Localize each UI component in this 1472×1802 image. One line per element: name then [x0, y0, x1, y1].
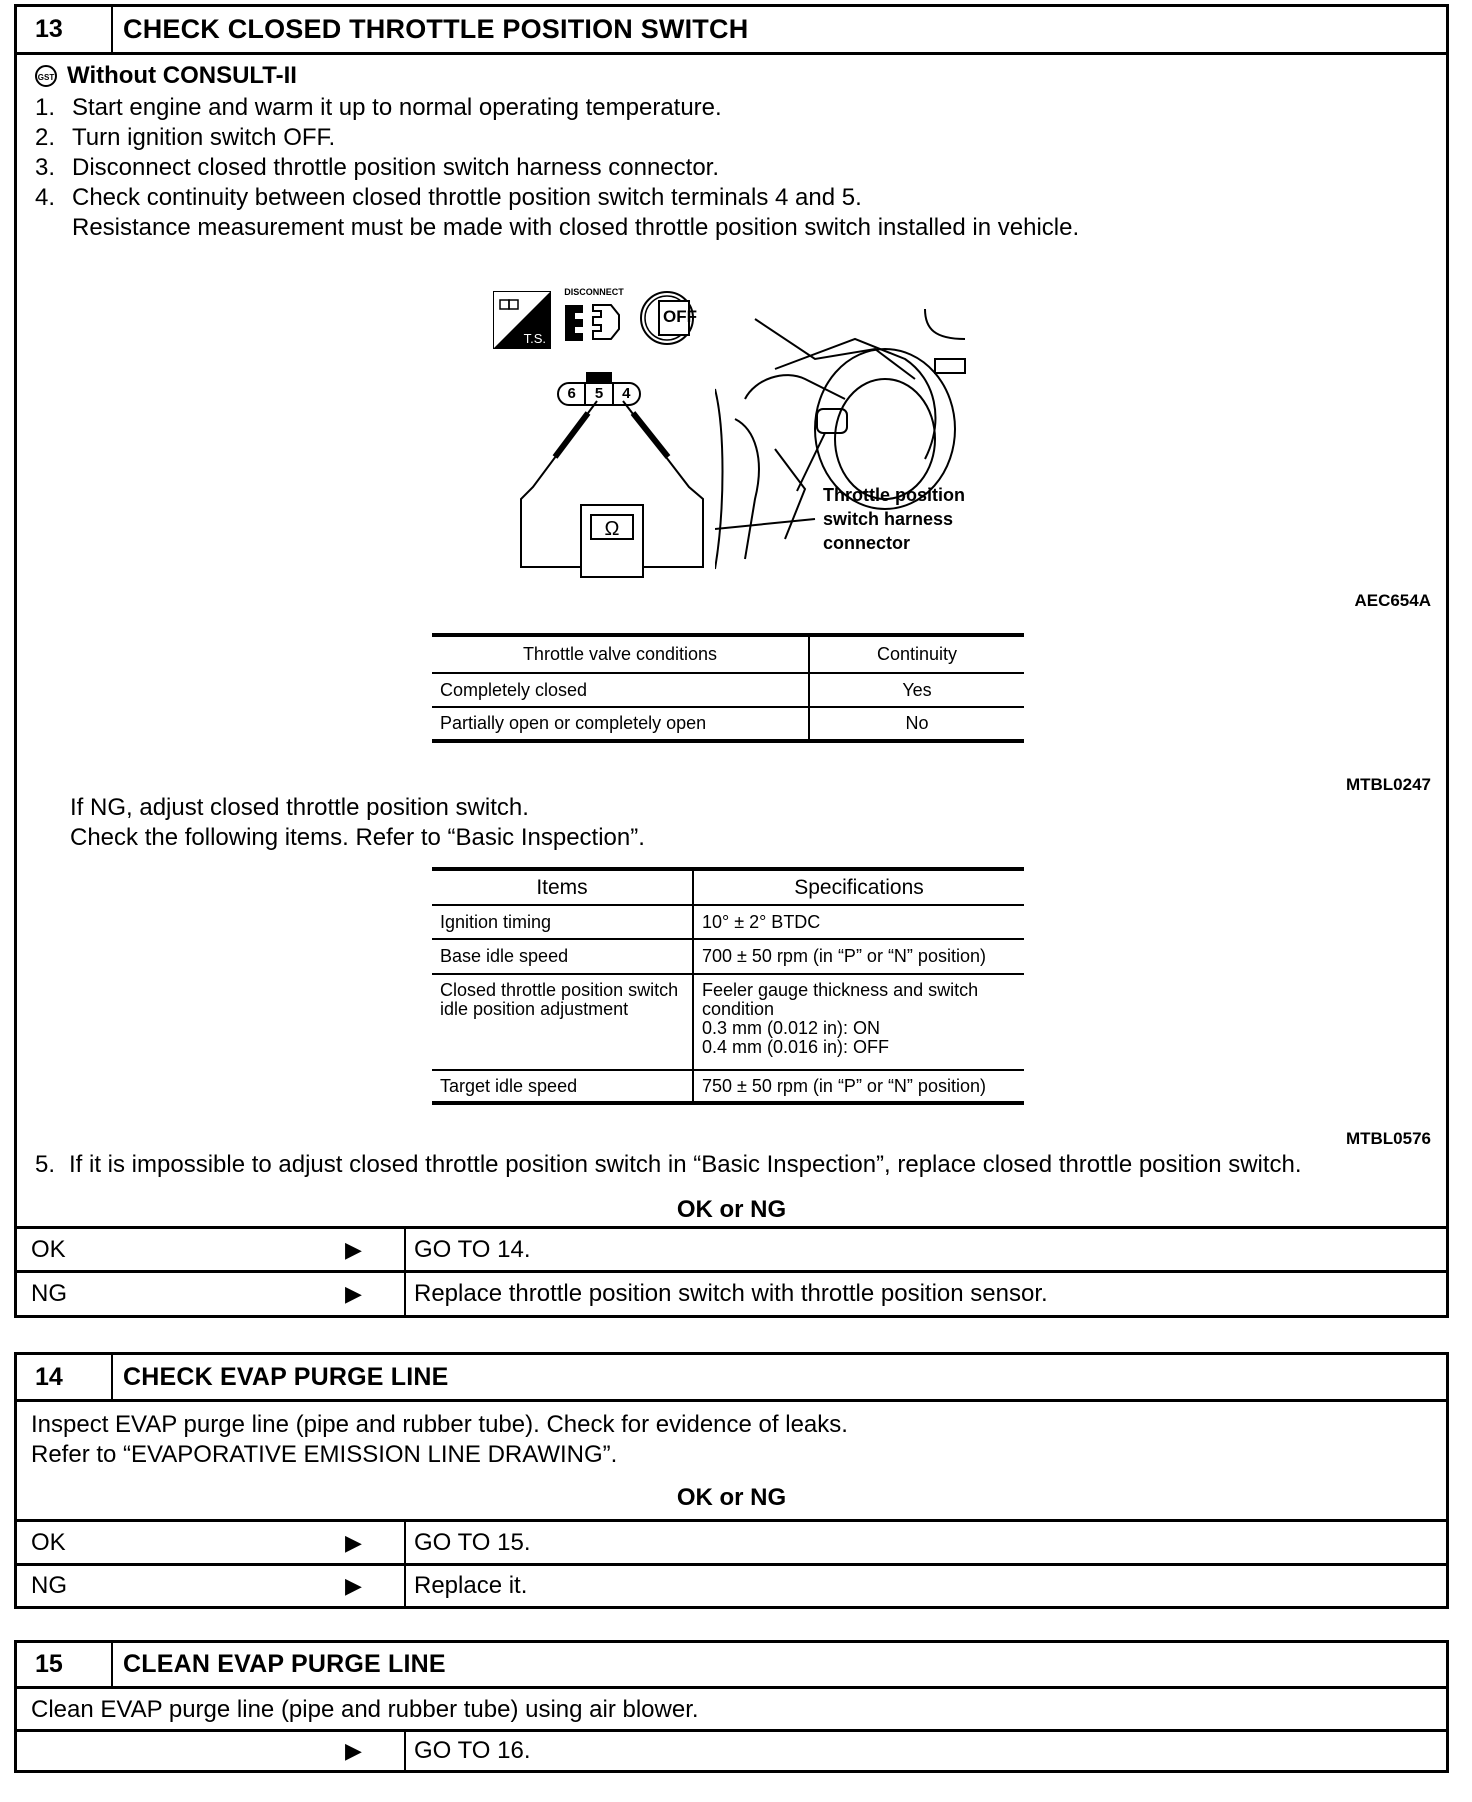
table2-row2-item: Base idle speed: [432, 939, 693, 974]
table1-row1-condition: Completely closed: [432, 673, 809, 707]
ohmmeter-icon: [580, 504, 644, 578]
body-line-1: Inspect EVAP purge line (pipe and rubber tube). Check for evidence of leaks.: [31, 1411, 848, 1438]
off-label: OFF: [663, 307, 697, 326]
table1-row1-continuity: Yes: [809, 673, 1024, 707]
arrow-right-icon: ▶: [345, 1281, 362, 1306]
connector-lock-icon: [586, 372, 612, 382]
figure-continuity-check: [493, 287, 973, 587]
table1-code: MTBL0247: [1345, 775, 1431, 794]
figure-code: AEC654A: [1354, 591, 1431, 610]
table1-header-conditions: Throttle valve conditions: [432, 635, 809, 673]
result-action: Replace throttle position switch with throttle position sensor.: [404, 1273, 1446, 1315]
callout-line-3: connector: [823, 533, 911, 553]
table1-row2-continuity: No: [809, 707, 1024, 741]
result-action-link[interactable]: GO TO 14.: [404, 1229, 1446, 1270]
step-1-text: Start engine and warm it up to normal operating temperature.: [72, 94, 722, 121]
step-2-text: Turn ignition switch OFF.: [72, 124, 336, 151]
arrow-right-icon: ▶: [345, 1738, 362, 1763]
table2-header-items: Items: [432, 869, 693, 905]
arrow-right-icon: ▶: [345, 1529, 362, 1555]
spec-line: 0.3 mm (0.012 in): ON: [702, 1018, 881, 1038]
step-number: 14: [17, 1355, 113, 1399]
step-5-number: 5.: [35, 1151, 56, 1178]
table2-header-specs: Specifications: [693, 869, 1024, 905]
step-title: CLEAN EVAP PURGE LINE: [123, 1650, 446, 1678]
step-4-text: Check continuity between closed throttle position switch terminals 4 and 5.: [72, 184, 862, 211]
step-4-note: Resistance measurement must be made with closed throttle position switch installed in vehicle.: [72, 214, 1080, 241]
callout-line-1: Throttle position: [823, 485, 965, 505]
section-14-header: [17, 1355, 1446, 1402]
arrow-right-icon: ▶: [345, 1236, 362, 1262]
ts-icon: [493, 291, 551, 349]
ohm-symbol: Ω: [590, 514, 634, 540]
mode-line: [35, 61, 297, 91]
callout-label: [823, 483, 965, 555]
terminal-4: 4: [622, 385, 631, 402]
step-number: 13: [17, 7, 113, 52]
section-15-header: [17, 1643, 1446, 1689]
spec-line: Feeler gauge thickness and switch condition: [702, 980, 979, 1019]
body-line-2: Refer to “EVAPORATIVE EMISSION LINE DRAWING”.: [31, 1441, 618, 1468]
throttle-continuity-table: [432, 633, 1024, 743]
result-row[interactable]: [17, 1729, 1446, 1770]
step-1-number: 1.: [35, 94, 56, 121]
gst-icon: GST: [35, 65, 57, 87]
callout-line-2: switch harness: [823, 509, 954, 529]
ignition-off-icon: [639, 287, 701, 349]
step-3-text: Disconnect closed throttle position switch harness connector.: [72, 154, 720, 181]
disconnect-label: DISCONNECT: [564, 287, 624, 297]
table1-header-continuity: Continuity: [809, 635, 1024, 673]
result-row-ok[interactable]: [17, 1226, 1446, 1270]
table2-row2-spec: 700 ± 50 rpm (in “P” or “N” position): [693, 939, 1024, 974]
mode-label: Without CONSULT-II: [67, 62, 297, 89]
ng-note-line-1: If NG, adjust closed throttle position switch.: [70, 794, 529, 821]
terminal-5: 5: [584, 384, 613, 404]
body-line-1: Clean EVAP purge line (pipe and rubber tube) using air blower.: [31, 1696, 699, 1723]
decision-label: OK or NG: [676, 1484, 787, 1511]
decision-label: OK or NG: [676, 1196, 787, 1223]
arrow-right-icon: ▶: [345, 1573, 362, 1598]
result-action: Replace it.: [404, 1566, 1446, 1606]
step-title: CHECK EVAP PURGE LINE: [123, 1362, 449, 1391]
basic-inspection-spec-table: [432, 867, 1024, 1105]
ts-label: T.S.: [523, 331, 546, 346]
section-13-header: [17, 7, 1446, 55]
table2-row1-item: Ignition timing: [432, 905, 693, 939]
table2-row1-spec: 10° ± 2° BTDC: [693, 905, 1024, 939]
table2-row4-spec: 750 ± 50 rpm (in “P” or “N” position): [693, 1070, 1024, 1103]
step-2-number: 2.: [35, 124, 56, 151]
result-label: OK: [31, 1235, 66, 1263]
table1-row2-condition: Partially open or completely open: [432, 707, 809, 741]
result-label: NG: [31, 1280, 67, 1307]
ng-note-line-2: Check the following items. Refer to “Basic Inspection”.: [70, 824, 645, 851]
result-row-ok[interactable]: [17, 1519, 1446, 1563]
result-label: NG: [31, 1572, 67, 1599]
step-4-number: 4.: [35, 184, 56, 211]
section-14: [14, 1352, 1449, 1609]
result-row-ng[interactable]: [17, 1270, 1446, 1315]
table2-row3-item: Closed throttle position switch idle position adjustment: [432, 974, 693, 1070]
table2-row4-item: Target idle speed: [432, 1070, 693, 1103]
step-title: CHECK CLOSED THROTTLE POSITION SWITCH: [123, 14, 749, 44]
step-5-text: If it is impossible to adjust closed throttle position switch in “Basic Inspection”, replace closed throttle position switch.: [69, 1151, 1302, 1178]
table2-row3-spec: [693, 974, 1024, 1070]
result-action-link[interactable]: GO TO 16.: [404, 1732, 1446, 1770]
disconnect-icon: [559, 287, 629, 349]
result-action-link[interactable]: GO TO 15.: [404, 1522, 1446, 1563]
result-row-ng[interactable]: [17, 1563, 1446, 1606]
result-label: OK: [31, 1528, 66, 1556]
section-15: [14, 1640, 1449, 1773]
spec-line: 0.4 mm (0.016 in): OFF: [702, 1037, 890, 1057]
step-3-number: 3.: [35, 154, 56, 181]
step-number: 15: [17, 1643, 113, 1686]
section-13: [14, 4, 1449, 1318]
terminal-6: 6: [567, 385, 576, 402]
table2-code: MTBL0576: [1345, 1129, 1431, 1148]
